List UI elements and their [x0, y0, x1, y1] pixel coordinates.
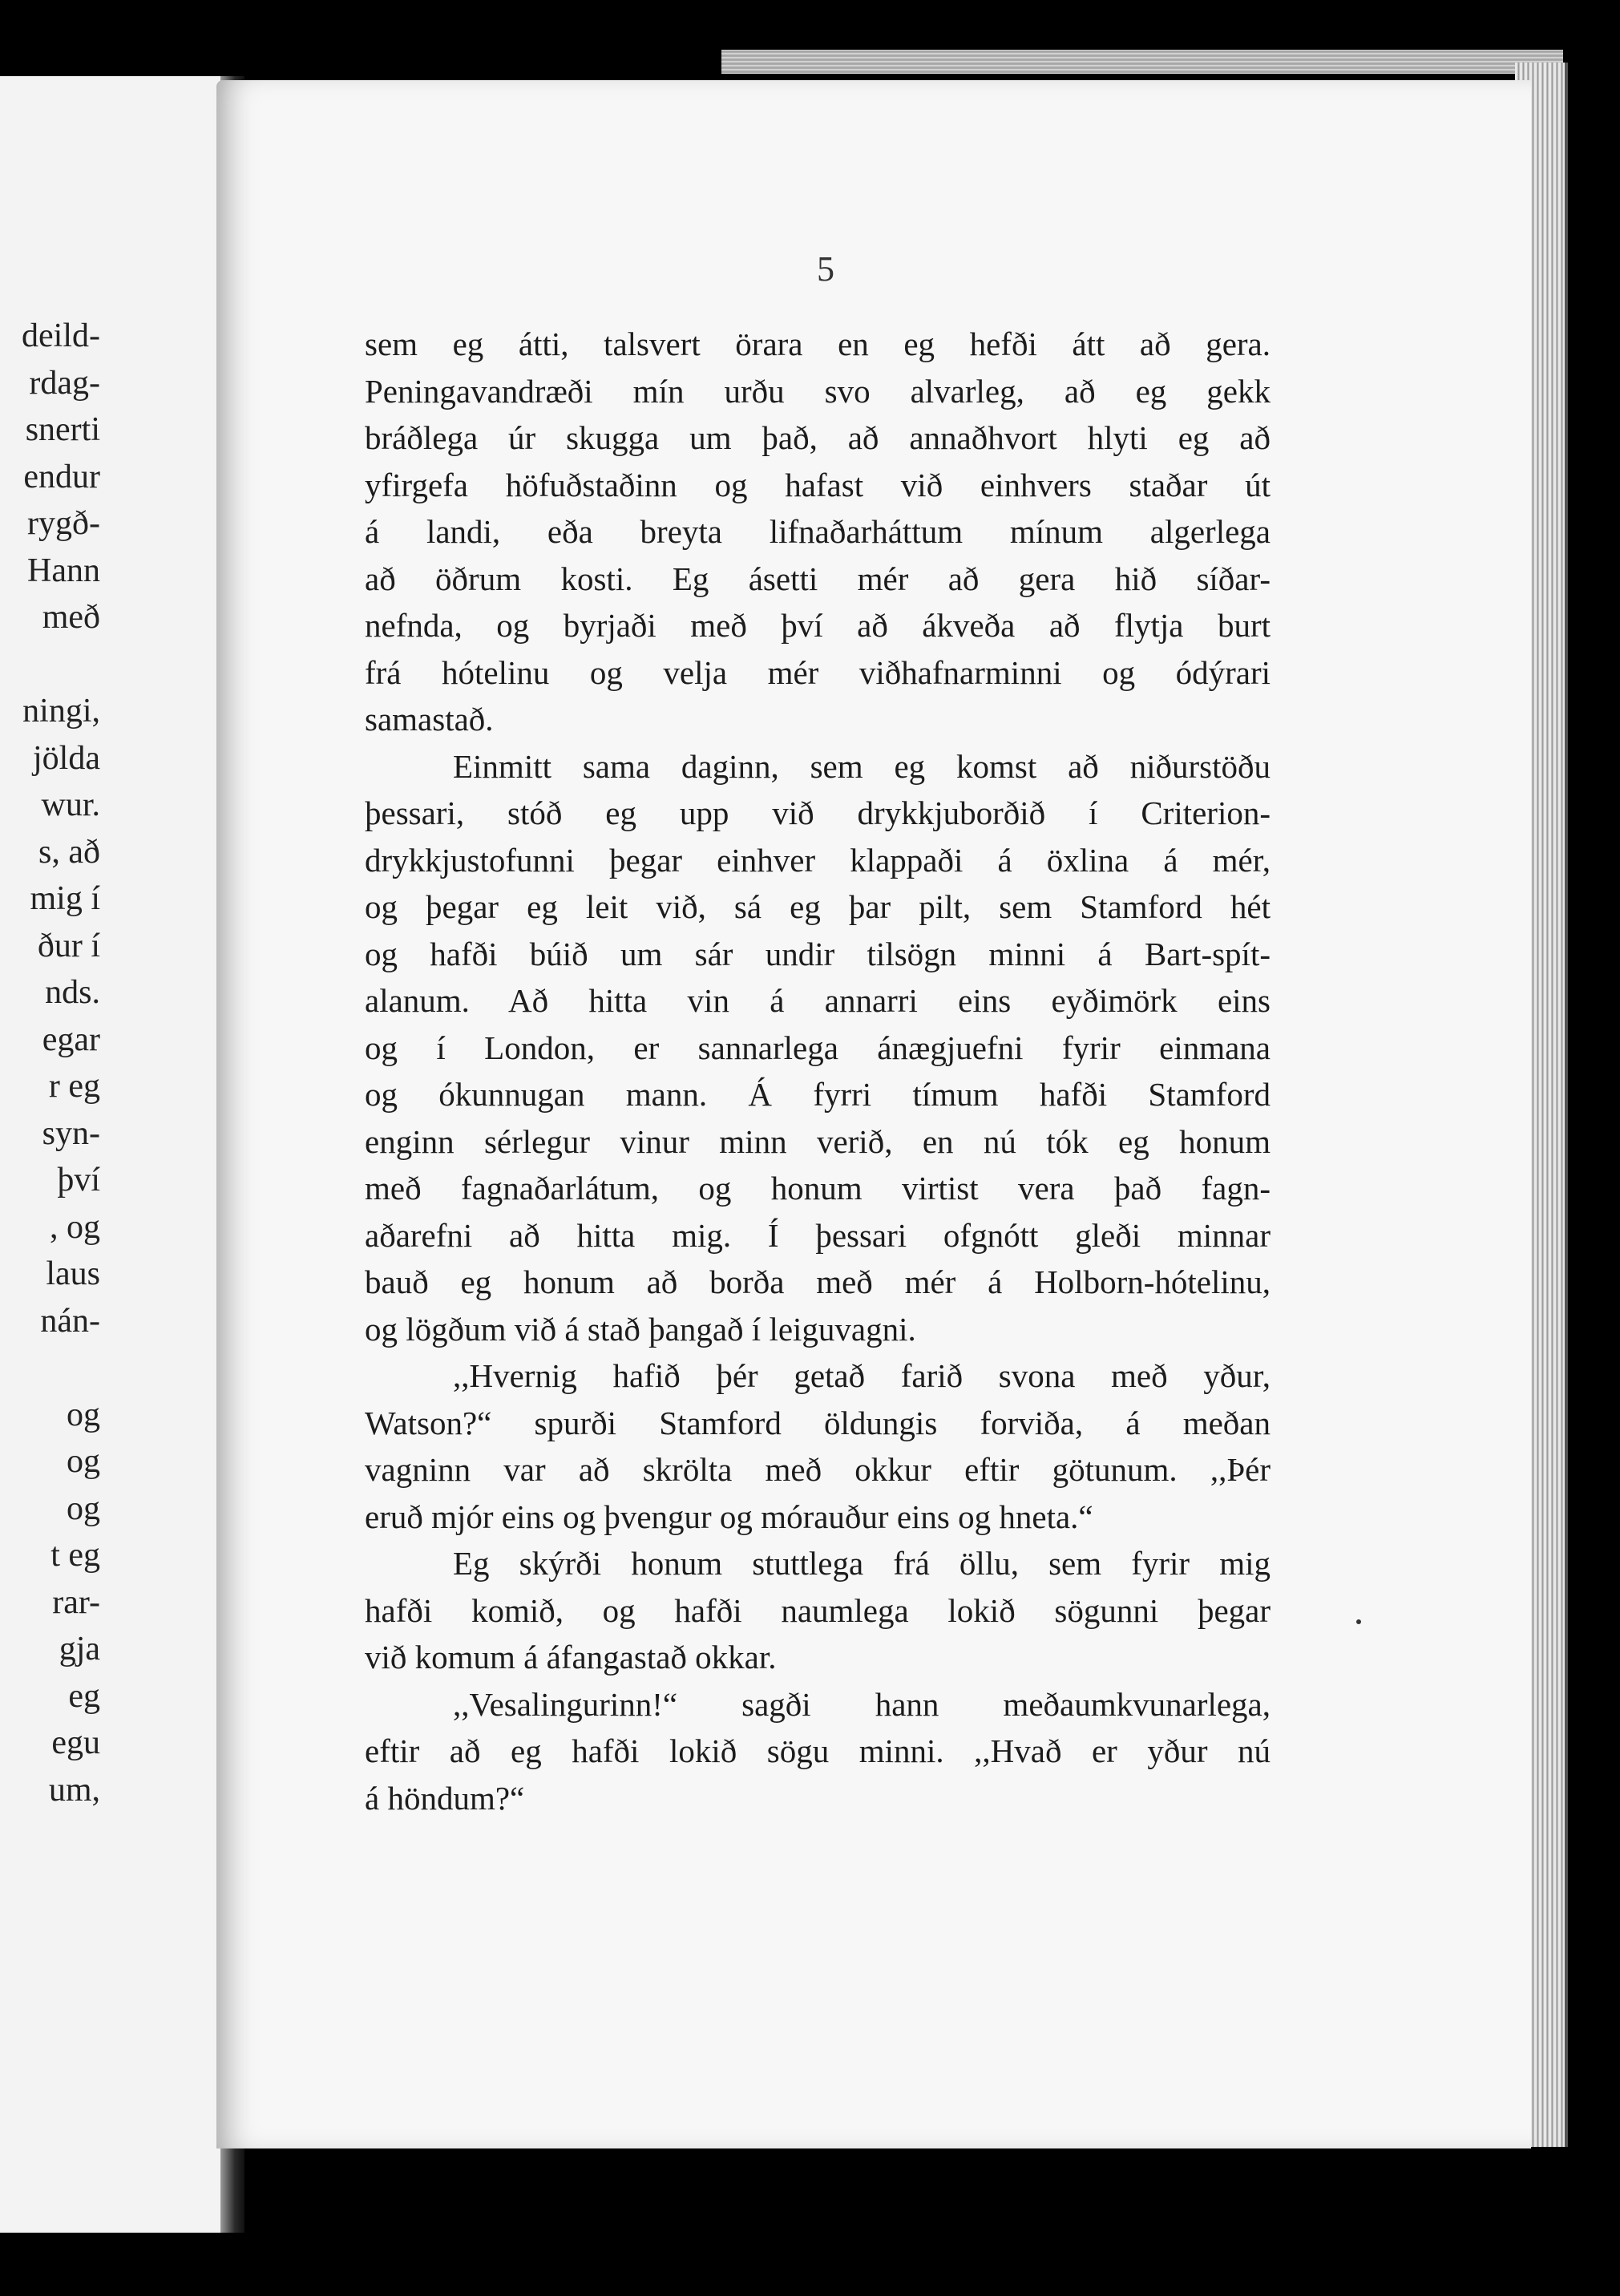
text-line: aðarefni að hitta mig. Í þessari ofgnótt gleði minnar: [365, 1216, 1271, 1254]
text-line: frá hótelinu og velja mér viðhafnarminni og ódýrari: [365, 653, 1271, 691]
text-line: hafði komið, og hafði naumlega lokið sögunni þegar: [365, 1591, 1271, 1629]
text-line: enginn sérlegur vinur minn verið, en nú tók eg honum: [365, 1122, 1271, 1160]
text-line: þessari, stóð eg upp við drykkjuborðið í Criterion-: [365, 794, 1271, 831]
page-number: 5: [817, 249, 834, 289]
left-page-line-fragment: jölda: [33, 739, 100, 777]
text-line: og í London, er sannarlega ánægjuefni fyrir einmana: [365, 1029, 1271, 1066]
left-page-line-fragment: egar: [42, 1021, 100, 1058]
text-line: Eg skýrði honum stuttlega frá öllu, sem fyrir mig: [453, 1545, 1271, 1582]
text-line: sem eg átti, talsvert örara en eg hefði átt að gera.: [365, 325, 1271, 362]
left-page-line-fragment: snerti: [25, 411, 100, 448]
text-line: Peningavandræði mín urðu svo alvarleg, að eg gekk: [365, 372, 1271, 410]
text-line: og lögðum við á stað þangað í leiguvagni.: [365, 1310, 916, 1348]
text-line: með fagnaðarlátum, og honum virtist vera það fagn-: [365, 1170, 1271, 1207]
left-page-line-fragment: endur: [23, 458, 100, 495]
text-line: bráðlega úr skugga um það, að annaðhvort hlyti eg að: [365, 419, 1271, 456]
left-page-line-fragment: laus: [46, 1255, 100, 1292]
left-page-line-fragment: ningi,: [22, 693, 100, 730]
text-line: nefnda, og byrjaði með því að ákveða að flytja burt: [365, 607, 1271, 644]
left-page-line-fragment: r eg: [48, 1068, 100, 1105]
left-page-line-fragment: og: [67, 1443, 100, 1480]
text-line: ,,Hvernig hafið þér getað farið svona með yður,: [453, 1357, 1271, 1394]
left-page-line-fragment: nds.: [45, 974, 100, 1011]
left-page-line-fragment: egu: [51, 1724, 100, 1761]
text-line: yfirgefa höfuðstaðinn og hafast við einhvers staðar út: [365, 466, 1271, 503]
text-line: alanum. Að hitta vin á annarri eins eyðimörk eins: [365, 982, 1271, 1019]
left-page-line-fragment: t eg: [50, 1537, 100, 1574]
left-page-line-fragment: wur.: [41, 786, 100, 823]
left-page-line-fragment: eg: [68, 1677, 100, 1715]
left-page-line-fragment: , og: [50, 1208, 100, 1246]
text-line: Einmitt sama daginn, sem eg komst að niðurstöðu: [453, 747, 1271, 785]
text-line: og þegar eg leit við, sá eg þar pilt, sem Stamford hét: [365, 888, 1271, 925]
left-page-line-fragment: því: [57, 1162, 100, 1199]
left-page-line-fragment: með: [42, 599, 100, 636]
text-line: á landi, eða breyta lifnaðarháttum mínum algerlega: [365, 513, 1271, 550]
text-line: vagninn var að skrölta með okkur eftir götunum. ,,Þér: [365, 1451, 1271, 1488]
left-page-line-fragment: mig í: [30, 880, 100, 917]
left-page-line-fragment: ður í: [37, 927, 100, 964]
left-page-line-fragment: gja: [59, 1631, 100, 1667]
text-line: og hafði búið um sár undir tilsögn minni á Bart-spít-: [365, 935, 1271, 972]
page-text-block: [365, 321, 1271, 1821]
left-page-line-fragment: syn-: [42, 1114, 100, 1152]
text-line: eruð mjór eins og þvengur og mórauður eins og hneta.“: [365, 1498, 1093, 1535]
text-line: á höndum?“: [365, 1779, 525, 1817]
left-page-line-fragment: og: [67, 1396, 100, 1433]
text-line: og ókunnugan mann. Á fyrri tímum hafði Stamford: [365, 1076, 1271, 1113]
left-page-line-fragment: deild-: [22, 317, 100, 354]
text-line: drykkjustofunni þegar einhver klappaði á öxlina á mér,: [365, 841, 1271, 879]
margin-speck: [1356, 1619, 1361, 1624]
text-line: Watson?“ spurði Stamford öldungis forviða, á meðan: [365, 1404, 1271, 1441]
left-page-line-fragment: rygð-: [27, 505, 100, 542]
text-line: að öðrum kosti. Eg ásetti mér að gera hið síðar-: [365, 560, 1271, 597]
left-page-line-fragment: s, að: [38, 833, 100, 871]
left-page-line-fragment: Hann: [27, 552, 100, 589]
text-line: ,,Vesalingurinn!“ sagði hann meðaumkvunarlega,: [453, 1685, 1271, 1723]
text-line: bauð eg honum að borða með mér á Holborn-hótelinu,: [365, 1263, 1271, 1300]
left-page-line-fragment: um,: [48, 1771, 100, 1809]
text-line: eftir að eg hafði lokið sögu minni. ,,Hvað er yður nú: [365, 1732, 1271, 1769]
text-line: samastað.: [365, 701, 494, 738]
page-stack-top-edge: [721, 50, 1563, 74]
left-page: [0, 76, 220, 2233]
left-page-line-fragment: nán-: [40, 1302, 100, 1340]
left-page-line-fragment: rar-: [52, 1583, 100, 1621]
text-line: við komum á áfangastað okkar.: [365, 1639, 777, 1676]
left-page-line-fragment: rdag-: [29, 364, 100, 402]
left-page-line-fragment: og: [67, 1490, 100, 1527]
